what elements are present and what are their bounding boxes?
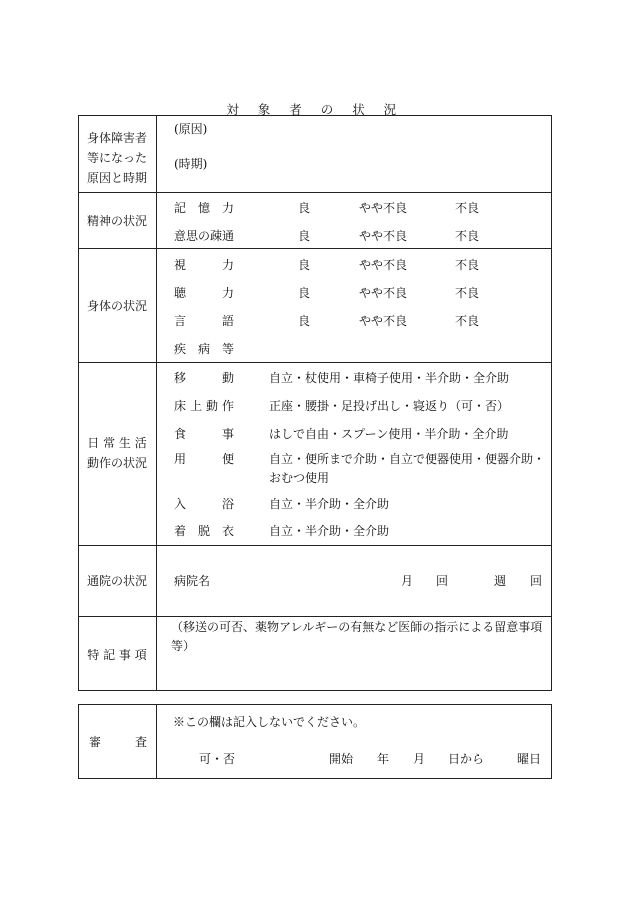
eating-item: [174, 428, 234, 440]
row-separator: [79, 616, 551, 617]
memory-option-fair[interactable]: やや不良: [359, 201, 408, 215]
visits-per-month-count[interactable]: 回: [436, 574, 449, 588]
dressing-item: [174, 525, 234, 537]
speech-option-good[interactable]: 良: [298, 314, 311, 328]
hearing-item-char: 力: [221, 286, 234, 300]
page-title: 対 象 者 の 状 況: [226, 102, 404, 117]
visits-per-week-count[interactable]: 回: [530, 574, 543, 588]
notes-label: 特 記 事 項: [87, 648, 147, 662]
memory-item-char: 憶: [197, 201, 210, 215]
vision-option-poor[interactable]: 不良: [455, 258, 480, 272]
disease-item-char: 等: [221, 342, 234, 356]
cause-label-line: 身体障害者: [86, 131, 147, 145]
disease-item-char: 疾: [174, 342, 187, 356]
memory-item: [174, 202, 234, 214]
dressing-options[interactable]: 自立・半介助・全介助: [269, 524, 390, 538]
memory-item-char: 記: [174, 201, 187, 215]
column-divider: [156, 116, 157, 690]
toilet-item: [174, 453, 234, 465]
day-from-unit: 日から: [448, 752, 485, 766]
speech-item: [174, 315, 234, 327]
year-unit: 年: [377, 752, 390, 766]
approval-options[interactable]: 可・否: [199, 752, 236, 766]
cause-field[interactable]: (原因): [174, 122, 208, 136]
dressing-item-char: 着: [174, 524, 187, 538]
bed-activity-item-char: 床: [174, 399, 187, 413]
mental-label: 精神の状況: [86, 214, 147, 228]
toilet-options[interactable]: 自立・便所まで介助・自立で便器使用・便器介助・: [269, 452, 546, 466]
bed-activity-options[interactable]: 正座・腰掛・足投げ出し・寝返り（可・否）: [269, 399, 510, 413]
visits-per-month-unit: 月: [401, 574, 414, 588]
row-separator: [79, 362, 551, 363]
bed-activity-item: [174, 400, 234, 412]
speech-item-char: 語: [221, 314, 234, 328]
speech-item-char: 言: [174, 314, 187, 328]
bathing-item-char: 入: [174, 497, 187, 511]
vision-item-char: 力: [221, 258, 234, 272]
column-divider: [156, 705, 157, 778]
month-unit: 月: [413, 752, 426, 766]
vision-option-fair[interactable]: やや不良: [359, 258, 408, 272]
mobility-item: [174, 372, 234, 384]
cause-label-line: 等になった: [86, 151, 147, 165]
cause-label: [79, 128, 155, 188]
cause-label-line: 原因と時期: [86, 171, 147, 185]
disease-item: [174, 343, 234, 355]
review-notice: ※この欄は記入しないでください。: [173, 715, 366, 729]
start-label: 開始: [329, 752, 354, 766]
hearing-option-fair[interactable]: やや不良: [359, 286, 408, 300]
vision-item-char: 視: [174, 258, 187, 272]
review-table: [78, 704, 552, 779]
mobility-item-char: 動: [221, 371, 234, 385]
communication-item: 意思の疎通: [174, 229, 235, 243]
adl-label-line: 動作の状況: [86, 456, 147, 470]
bathing-item: [174, 498, 234, 510]
review-label: [89, 736, 147, 748]
vision-option-good[interactable]: 良: [298, 258, 311, 272]
bed-activity-item-char: 動: [205, 399, 218, 413]
weekday-unit: 曜日: [517, 752, 542, 766]
bed-activity-item-char: 作: [221, 399, 234, 413]
toilet-item-char: 便: [221, 452, 234, 466]
hearing-item-char: 聴: [174, 286, 187, 300]
visits-per-week-unit: 週: [494, 574, 507, 588]
vision-item: [174, 259, 234, 271]
bathing-item-char: 浴: [221, 497, 234, 511]
mobility-item-char: 移: [174, 371, 187, 385]
notes-text-line1[interactable]: （移送の可否、薬物アレルギーの有無など医師の指示による留意事項: [171, 620, 543, 634]
row-separator: [79, 545, 551, 546]
bathing-options[interactable]: 自立・半介助・全介助: [269, 497, 390, 511]
toilet-options-cont[interactable]: おむつ使用: [269, 471, 330, 485]
eating-options[interactable]: はしで自由・スプーン使用・半介助・全介助: [269, 427, 509, 441]
row-separator: [79, 248, 551, 249]
notes-text-line2[interactable]: 等）: [171, 639, 196, 653]
dressing-item-char: 衣: [221, 524, 234, 538]
adl-label: [79, 433, 155, 473]
subject-status-table: [78, 115, 552, 691]
toilet-item-char: 用: [174, 452, 187, 466]
review-label-char: 審: [89, 735, 102, 749]
adl-label-line: 日 常 生 活: [87, 436, 147, 450]
memory-option-poor[interactable]: 不良: [455, 201, 480, 215]
eating-item-char: 事: [221, 427, 234, 441]
speech-option-fair[interactable]: やや不良: [359, 314, 408, 328]
dressing-item-char: 脱: [197, 524, 210, 538]
hospital-name-field[interactable]: 病院名: [174, 574, 211, 588]
review-label-char: 査: [134, 735, 147, 749]
eating-item-char: 食: [174, 427, 187, 441]
communication-option-fair[interactable]: やや不良: [359, 229, 408, 243]
mobility-options[interactable]: 自立・杖使用・車椅子使用・半介助・全介助: [269, 371, 510, 385]
time-field[interactable]: (時期): [174, 157, 208, 171]
row-separator: [79, 192, 551, 193]
communication-option-good[interactable]: 良: [298, 229, 311, 243]
hearing-item: [174, 287, 234, 299]
disease-item-char: 病: [197, 342, 210, 356]
speech-option-poor[interactable]: 不良: [455, 314, 480, 328]
physical-label: 身体の状況: [86, 299, 147, 313]
memory-option-good[interactable]: 良: [298, 201, 311, 215]
communication-option-poor[interactable]: 不良: [455, 229, 480, 243]
hearing-option-poor[interactable]: 不良: [455, 286, 480, 300]
hearing-option-good[interactable]: 良: [298, 286, 311, 300]
hospital-label: 通院の状況: [86, 574, 147, 588]
bed-activity-item-char: 上: [189, 399, 202, 413]
memory-item-char: 力: [221, 201, 234, 215]
